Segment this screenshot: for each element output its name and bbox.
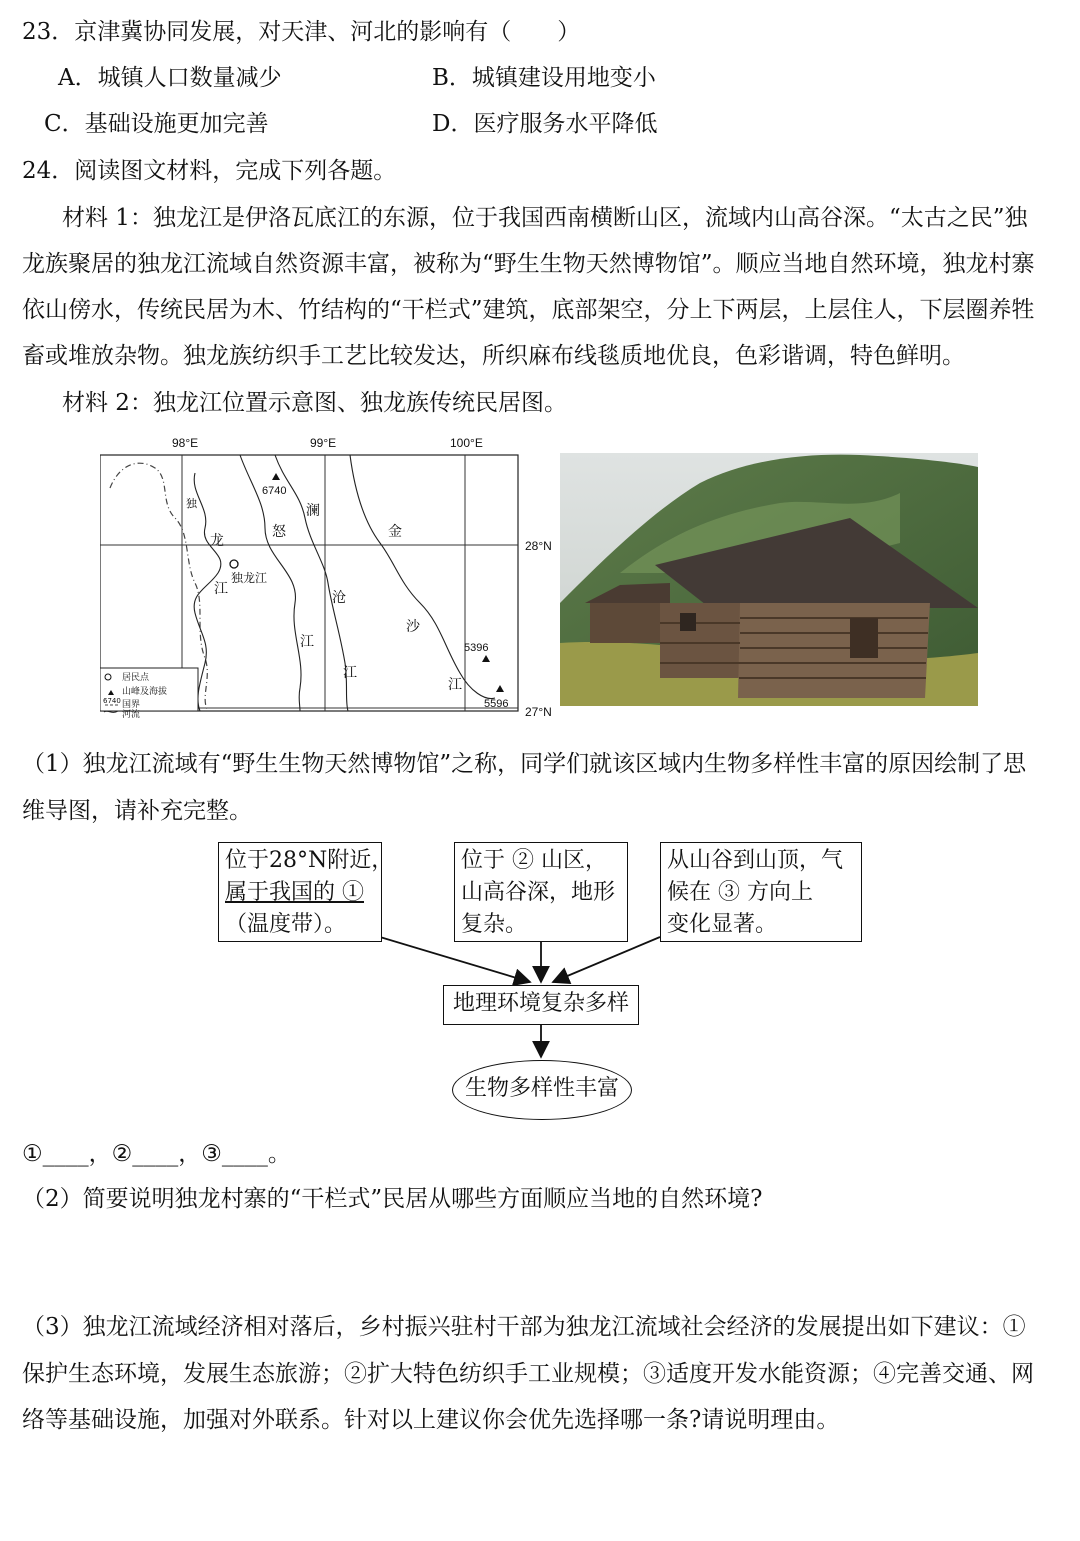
- lon-label-99: 99°E: [310, 436, 337, 450]
- arrow-box1-to-middle: [380, 937, 530, 982]
- peak-6740-label: 6740: [262, 485, 287, 497]
- dulong-label-2: 龙: [210, 533, 224, 549]
- settlement-dulongjiang-marker: [230, 560, 238, 568]
- sub2-question: （2）简要说明独龙村寨的“干栏式”民居从哪些方面顺应当地的自然环境?: [22, 1186, 763, 1212]
- lancang-label-1: 澜: [306, 503, 320, 519]
- material1-line1: 材料 1：独龙江是伊洛瓦底江的东源，位于我国西南横断山区，流域内山高谷深。“太古之民”独: [62, 205, 1028, 231]
- legend-settlement-symbol: [105, 674, 111, 680]
- box3-line1: 从山谷到山顶，气: [667, 848, 844, 873]
- arrow-box3-to-middle: [553, 937, 660, 982]
- material2-caption: 材料 2：独龙江位置示意图、独龙族传统民居图。: [62, 390, 567, 416]
- photo-house-front-wall: [660, 603, 740, 678]
- nu-label-2: 江: [300, 634, 314, 650]
- dulong-label-3: 江: [214, 581, 228, 597]
- photo-house-back-wall: [590, 603, 660, 643]
- jinsha-label-2: 沙: [406, 619, 420, 635]
- q24-stem: 24．阅读图文材料，完成下列各题。: [22, 158, 397, 184]
- legend-river-label: 河流: [122, 710, 141, 720]
- dulong-traditional-house-photo: [560, 453, 978, 706]
- q23-option-c: C．基础设施更加完善: [44, 111, 269, 137]
- river-jinsha: [350, 455, 495, 699]
- photo-house-window: [680, 613, 696, 631]
- legend-peak-label: 山峰及海拔: [122, 687, 168, 697]
- dulong-river-location-map: [100, 433, 560, 738]
- dulong-label-1: 独: [186, 497, 197, 510]
- photo-house-door: [850, 618, 878, 658]
- sub1-line2: 维导图，请补充完整。: [22, 798, 252, 824]
- peak-5396-label: 5396: [464, 642, 489, 654]
- jinsha-label-1: 金: [388, 524, 402, 540]
- mindmap-box-climate: [660, 842, 862, 942]
- lancang-label-3: 江: [343, 665, 357, 681]
- legend-settlement-label: 居民点: [122, 673, 150, 683]
- box1-line3: （温度带）。: [225, 912, 347, 937]
- mindmap-result-oval: 生物多样性丰富: [452, 1060, 632, 1120]
- sub3-line3: 络等基础设施，加强对外联系。针对以上建议你会优先选择哪一条?请说明理由。: [22, 1407, 840, 1433]
- peak-6740-marker: [272, 473, 280, 480]
- box2-line1: 位于 ② 山区，: [461, 848, 607, 873]
- sub1-answer-blanks[interactable]: ①____，②____，③____。: [22, 1141, 291, 1167]
- mindmap-middle-box: 地理环境复杂多样: [443, 985, 639, 1025]
- lat-label-27: 27°N: [525, 705, 552, 719]
- lon-label-100: 100°E: [450, 436, 483, 450]
- peak-5396-marker: [482, 655, 490, 662]
- sub1-line1: （1）独龙江流域有“野生生物天然博物馆”之称，同学们就该区域内生物多样性丰富的原因绘制了思: [22, 751, 1027, 777]
- mindmap-box-location: [218, 842, 394, 942]
- lat-label-28: 28°N: [525, 539, 552, 553]
- box3-line3: 变化显著。: [667, 912, 778, 937]
- sub3-line2: 保护生态环境，发展生态旅游；②扩大特色纺织手工业规模；③适度开发水能资源；④完善交通、网: [22, 1361, 1034, 1387]
- q23-option-b: B．城镇建设用地变小: [432, 65, 656, 91]
- q23-stem: 23．京津冀协同发展，对天津、河北的影响有（ ）: [22, 19, 581, 45]
- mindmap-box-terrain: [454, 842, 628, 942]
- box2-line2: 山高谷深，地形: [461, 880, 616, 905]
- material1-line3: 依山傍水，传统民居为木、竹结构的“干栏式”建筑，底部架空，分上下两层，上层住人，下层圈养牲: [22, 297, 1035, 323]
- settlement-dulongjiang-label: 独龙江: [231, 571, 268, 585]
- lon-label-98: 98°E: [172, 436, 199, 450]
- nu-label-1: 怒: [272, 524, 286, 540]
- sub3-line1: （3）独龙江流域经济相对落后，乡村振兴驻村干部为独龙江流域社会经济的发展提出如下建议：①: [22, 1314, 1026, 1340]
- box1-line2: 属于我国的 ①: [225, 880, 364, 905]
- box1-line1: 位于28°N附近，: [225, 848, 394, 873]
- material1-line4: 畜或堆放杂物。独龙族纺织手工艺比较发达，所织麻布线毯质地优良，色彩谐调，特色鲜明。: [22, 343, 965, 369]
- jinsha-label-3: 江: [448, 677, 462, 693]
- material1-line2: 龙族聚居的独龙江流域自然资源丰富，被称为“野生生物天然博物馆”。顺应当地自然环境，独龙村寨: [22, 251, 1035, 277]
- q23-option-a: A．城镇人口数量减少: [58, 65, 282, 91]
- box3-line2: 候在 ③ 方向上: [667, 880, 813, 905]
- lancang-label-2: 沧: [332, 590, 346, 606]
- peak-5596-label: 5596: [484, 698, 509, 710]
- peak-5596-marker: [496, 685, 504, 692]
- box2-line3: 复杂。: [461, 912, 528, 937]
- legend-border-label: 国界: [122, 700, 141, 710]
- q23-option-d: D．医疗服务水平降低: [432, 111, 658, 137]
- legend-peak-sample-elev: 6740: [103, 697, 121, 705]
